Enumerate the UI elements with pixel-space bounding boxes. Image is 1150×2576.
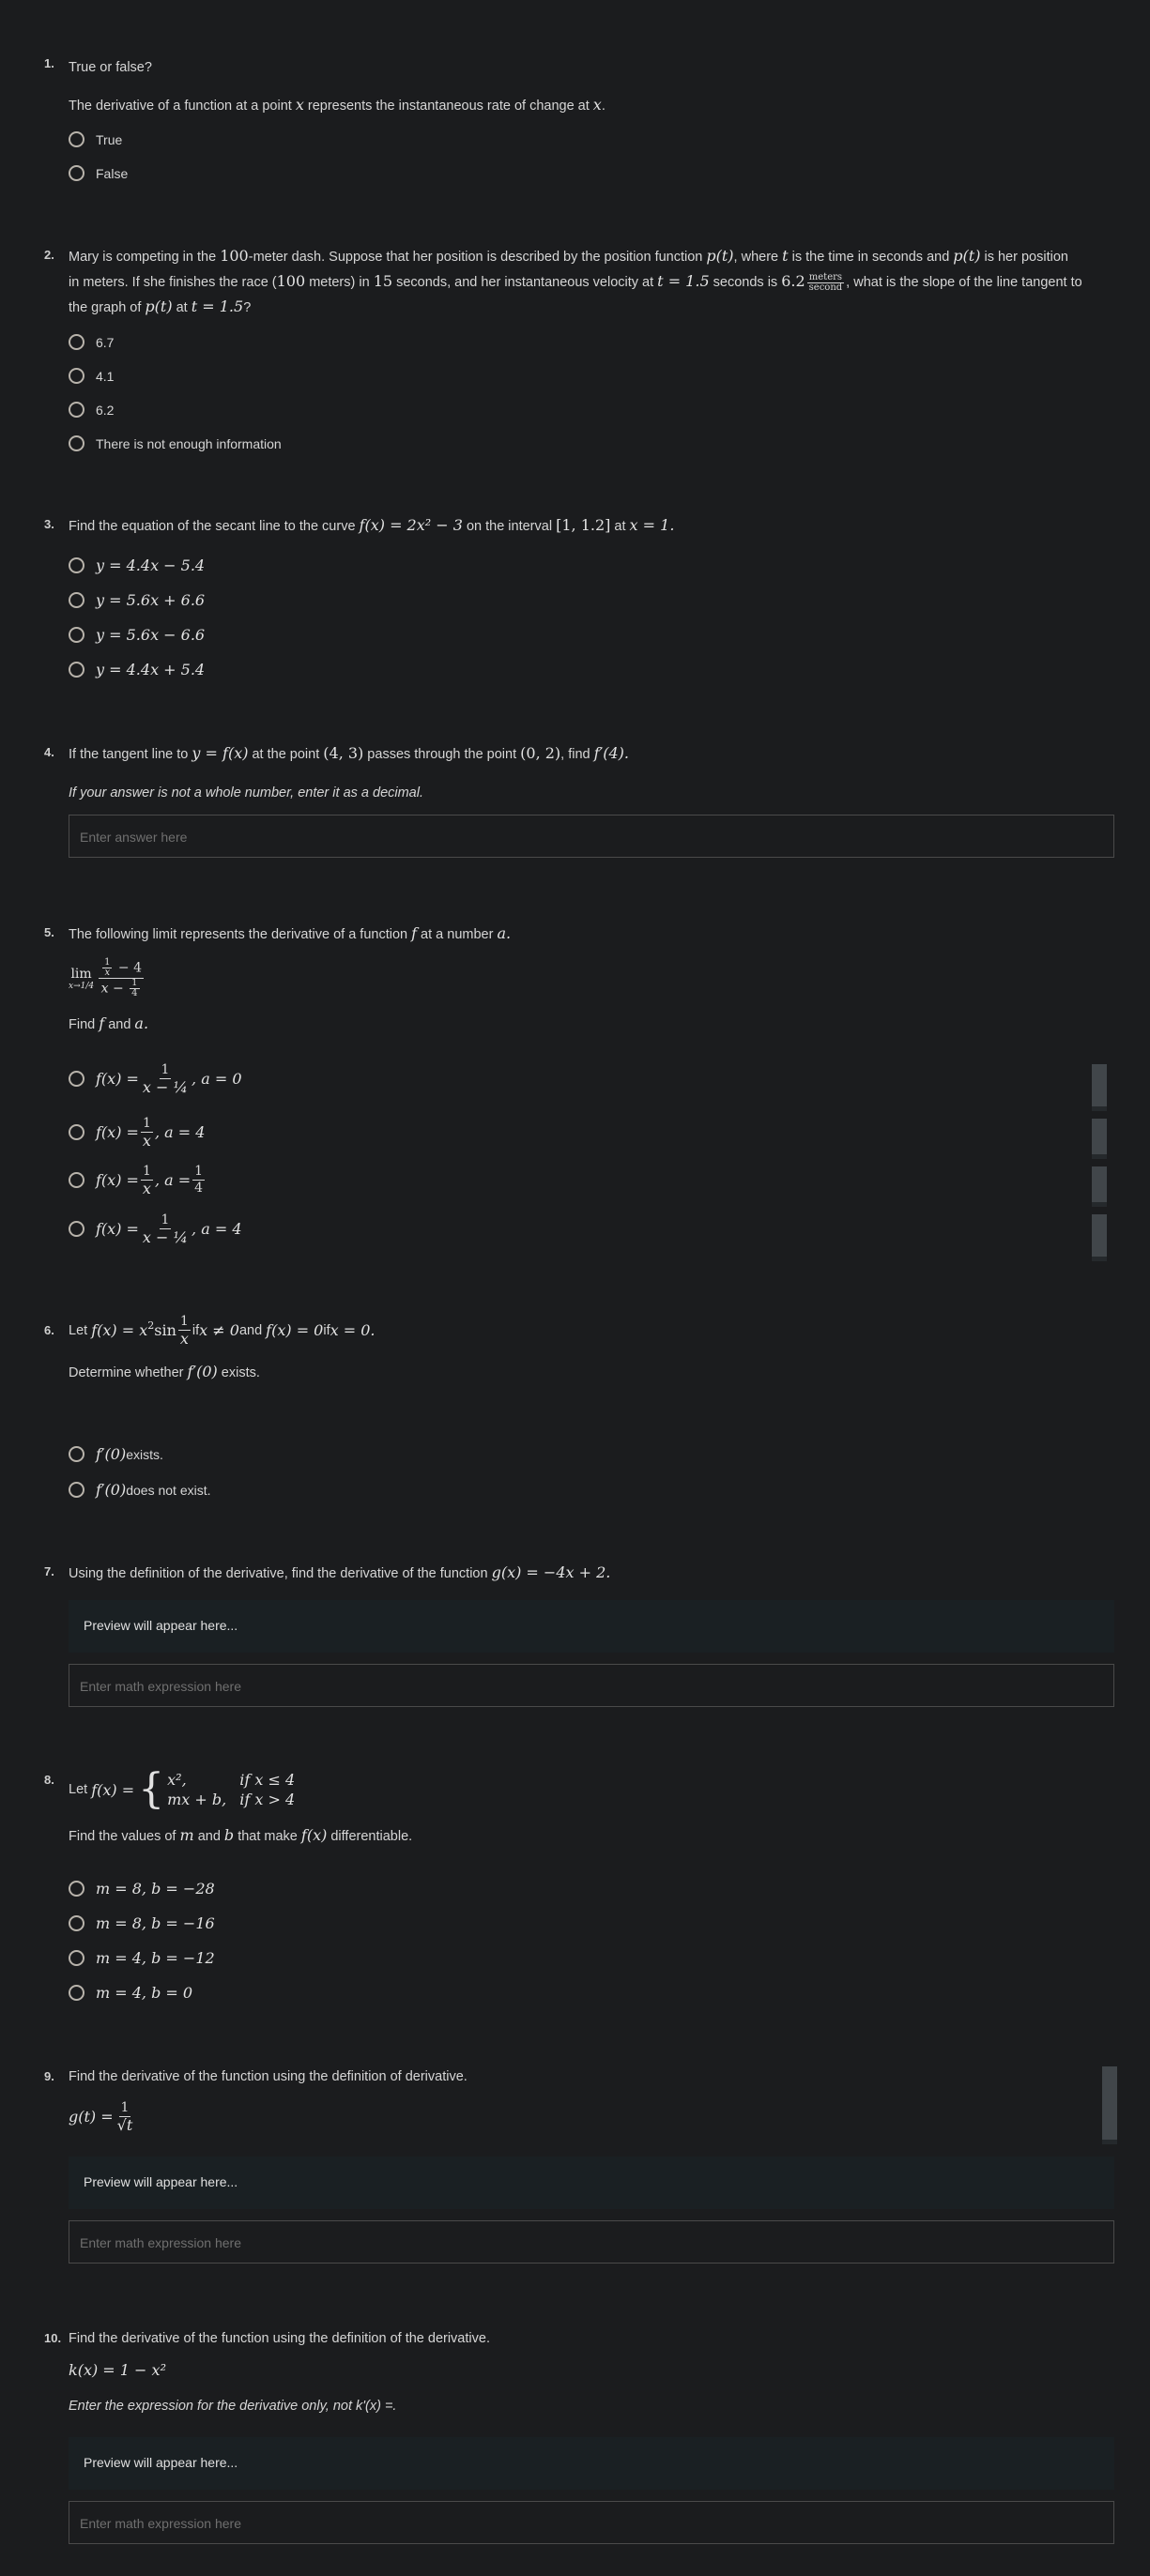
scrollbar-thumb[interactable] — [1102, 2066, 1117, 2144]
option[interactable] — [69, 1984, 192, 2002]
text: x − — [100, 981, 129, 997]
text: seconds is — [709, 275, 782, 290]
math: 100 — [276, 272, 306, 290]
text: The following limit represents the derivative of a function — [69, 927, 412, 942]
case-condition: if x > 4 — [239, 1791, 296, 1808]
option[interactable] — [69, 368, 114, 384]
math: f(x) = 0 — [266, 1321, 324, 1339]
text: Find the equation of the secant line to the curve — [69, 519, 360, 534]
case-expression: mx + b, — [167, 1791, 227, 1808]
text: If the tangent line to — [69, 747, 192, 762]
denominator: x — [104, 968, 111, 978]
denominator: 4 — [131, 988, 138, 998]
find-text — [69, 1012, 1114, 1037]
option[interactable] — [69, 1914, 215, 1932]
math: (4, 3) — [323, 744, 364, 762]
text: at a number — [417, 927, 498, 942]
math: [1, 1.2] — [556, 516, 611, 534]
question-number: 6. — [44, 1323, 54, 1337]
text: and — [238, 1322, 263, 1338]
radio-icon[interactable] — [69, 1172, 84, 1188]
text: if — [323, 1322, 330, 1338]
question-10 — [44, 2327, 1114, 2531]
determine-text — [69, 1360, 1114, 1385]
question-8 — [44, 1765, 1114, 2002]
numerator: 1 — [161, 1062, 170, 1077]
math: y = f(x) — [192, 744, 249, 762]
question-6 — [44, 1314, 1114, 1499]
math: a. — [134, 1014, 149, 1032]
math: x = 1. — [629, 516, 675, 534]
question-number: 4. — [44, 745, 54, 759]
scrollbar-thumb[interactable] — [1092, 1119, 1107, 1159]
question-text: Find the derivative of the function using the definition of the derivative. — [69, 2331, 490, 2346]
option[interactable] — [69, 661, 205, 678]
option[interactable] — [69, 626, 205, 644]
question-1 — [44, 56, 1114, 181]
math: , a = 4 — [154, 1123, 206, 1141]
math-preview: Preview will appear here... — [69, 2437, 1114, 2490]
math: a. — [497, 924, 512, 942]
option[interactable] — [69, 1949, 215, 1967]
fraction — [141, 1116, 153, 1149]
text: and — [193, 1829, 224, 1844]
text: Using the definition of the derivative, find the derivative of the function — [69, 1566, 492, 1581]
math: 100 — [220, 247, 249, 265]
denominator: x − ¼ — [142, 1078, 189, 1096]
function-expression: k(x) = 1 − x² — [69, 2361, 166, 2379]
radio-icon[interactable] — [69, 1950, 84, 1966]
question-number: 7. — [44, 1564, 54, 1578]
numerator: 1 — [104, 957, 111, 968]
fraction — [178, 1314, 191, 1347]
hint-text: If your answer is not a whole number, enter it as a decimal. — [69, 785, 423, 800]
radio-icon[interactable] — [69, 662, 84, 678]
math: sin — [154, 1321, 176, 1339]
numerator: 1 — [194, 1164, 204, 1179]
question-text — [69, 244, 1114, 320]
question-text — [69, 922, 1114, 947]
math: f(x) = — [96, 1220, 139, 1238]
math: , a = — [154, 1171, 192, 1189]
text: exists. — [217, 1365, 260, 1380]
radio-icon[interactable] — [69, 627, 84, 643]
text: ? — [243, 300, 252, 315]
numerator — [99, 958, 144, 979]
text: at — [610, 519, 630, 534]
math: f(x) = — [96, 1070, 139, 1088]
numerator: 1 — [131, 978, 138, 988]
radio-icon[interactable] — [69, 1221, 84, 1237]
question-text: Find the derivative of the function using the definition of derivative. — [69, 2069, 468, 2084]
question-number: 8. — [44, 1773, 54, 1787]
answer-input[interactable]: Enter answer here — [69, 815, 1114, 858]
radio-icon[interactable] — [69, 1071, 84, 1087]
math: t — [782, 247, 789, 265]
radio-icon[interactable] — [69, 334, 84, 350]
option-true[interactable] — [69, 131, 122, 147]
fraction — [141, 1212, 190, 1245]
scrollbar-thumb[interactable] — [1092, 1214, 1107, 1261]
text: seconds, and her instantaneous velocity at — [392, 275, 658, 290]
numerator: meters — [808, 271, 843, 282]
math: f — [99, 1014, 105, 1032]
fraction — [141, 1164, 153, 1197]
option[interactable] — [69, 1212, 242, 1245]
radio-icon[interactable] — [69, 435, 84, 451]
text: The derivative of a function at a point — [69, 99, 296, 114]
option-label: m = 8, b = −16 — [96, 1914, 215, 1932]
radio-icon[interactable] — [69, 368, 84, 384]
case-expression: x², — [167, 1771, 187, 1789]
math: f(x) = x — [91, 1321, 148, 1339]
text: Mary is competing in the — [69, 250, 221, 265]
math: f′(0) — [96, 1445, 127, 1463]
scrollbar-thumb[interactable] — [1092, 1166, 1107, 1207]
option-label: m = 8, b = −28 — [96, 1880, 215, 1898]
question-statement — [69, 93, 1114, 118]
function-expression — [69, 2100, 1114, 2133]
math: f(x) = 2x² − 3 — [359, 516, 463, 534]
math: f(x) — [300, 1826, 328, 1844]
option[interactable] — [69, 1116, 205, 1149]
denominator: second — [808, 282, 843, 293]
fraction — [192, 1164, 205, 1197]
math-preview: Preview will appear here... — [69, 2157, 1114, 2209]
text: passes through the point — [363, 747, 521, 762]
option[interactable] — [69, 591, 205, 609]
text: at the point — [248, 747, 324, 762]
text: if — [192, 1322, 200, 1338]
math: p(t) — [706, 247, 734, 265]
text: Let — [69, 1782, 88, 1797]
option-label: m = 4, b = 0 — [96, 1984, 193, 2002]
text: -meter dash. Suppose that her position is described by the position function — [248, 250, 707, 265]
math: g(x) = −4x + 2. — [491, 1563, 611, 1581]
math: g(t) = — [69, 2108, 114, 2126]
radio-icon[interactable] — [69, 1124, 84, 1140]
scrollbar-thumb[interactable] — [1092, 1064, 1107, 1111]
option-false[interactable] — [69, 165, 128, 181]
option-label: y = 5.6x + 6.6 — [96, 591, 206, 609]
limit-operator — [69, 967, 94, 991]
option[interactable] — [69, 435, 282, 451]
text: at — [172, 300, 192, 315]
math: x — [295, 96, 304, 114]
option[interactable] — [69, 1164, 207, 1197]
question-text — [45, 1314, 1114, 1347]
fraction — [141, 1062, 190, 1095]
text: on the interval — [462, 519, 557, 534]
math: f(x) = — [96, 1123, 139, 1141]
option-label: True — [96, 131, 123, 147]
question-9 — [44, 2065, 1114, 2250]
math: (0, 2) — [520, 744, 561, 762]
hint-text: Enter the expression for the derivative only, not k'(x) =. — [69, 2399, 397, 2414]
math: , a = 4 — [192, 1220, 242, 1238]
find-text — [69, 1823, 1114, 1849]
piecewise-cases — [167, 1771, 295, 1808]
denominator: √t — [116, 2116, 133, 2134]
math: p(t) — [953, 247, 981, 265]
fraction — [115, 2100, 135, 2133]
text: , what is the slope of the line tangent to — [846, 275, 1082, 290]
brace: { — [138, 1765, 165, 1813]
option[interactable] — [69, 334, 114, 350]
numerator: 1 — [161, 1212, 170, 1227]
question-text — [69, 513, 1114, 539]
math: t = 1.5 — [191, 297, 244, 315]
math: f′(4). — [593, 744, 629, 762]
text: Let — [69, 1322, 88, 1338]
option[interactable] — [69, 1062, 242, 1095]
radio-icon[interactable] — [69, 557, 84, 573]
question-number: 5. — [44, 925, 54, 939]
text: in meters. If she finishes the race ( — [69, 275, 277, 290]
math: 15 — [373, 272, 393, 290]
text: Find — [69, 1017, 100, 1032]
math-preview: Preview will appear here... — [69, 1600, 1114, 1653]
option-label: 6.2 — [96, 402, 115, 418]
numerator: 1 — [179, 1314, 189, 1329]
denominator: 4 — [194, 1181, 204, 1196]
radio-icon[interactable] — [69, 402, 84, 418]
question-title: True or false? — [69, 60, 152, 75]
denominator: x − ¼ — [142, 1228, 189, 1246]
math: x — [592, 96, 602, 114]
option-label: exists. — [126, 1446, 163, 1462]
text: the graph of — [69, 300, 146, 315]
radio-icon[interactable] — [69, 1985, 84, 2001]
option-label: y = 4.4x − 5.4 — [96, 556, 206, 574]
math: m — [179, 1826, 194, 1844]
question-text — [69, 1765, 1114, 1813]
text: meters) in — [305, 275, 374, 290]
math: 6.2 — [781, 272, 805, 290]
option[interactable] — [69, 1445, 163, 1463]
denominator — [100, 979, 144, 998]
question-3 — [44, 513, 1114, 678]
question-text — [69, 1561, 1114, 1586]
radio-icon[interactable] — [69, 165, 84, 181]
denominator: x — [142, 1132, 151, 1150]
numerator: 1 — [142, 1164, 151, 1179]
math: p(t) — [145, 297, 173, 315]
option-label: There is not enough information — [96, 435, 282, 451]
text: − 4 — [114, 960, 143, 976]
exponent: 2 — [147, 1319, 155, 1332]
math: f′(0) — [96, 1481, 127, 1499]
math: f(x) = — [91, 1780, 135, 1799]
text: . — [601, 99, 606, 114]
math: b — [223, 1826, 235, 1844]
option-label: 4.1 — [96, 368, 115, 384]
text: , find — [560, 747, 594, 762]
denominator: x — [179, 1330, 189, 1348]
math-input[interactable]: Enter math expression here — [69, 1664, 1114, 1707]
option-label: False — [96, 165, 129, 181]
option-label: 6.7 — [96, 334, 115, 350]
question-2 — [44, 244, 1114, 451]
question-number: 9. — [44, 2069, 54, 2083]
case-condition: if x ≤ 4 — [239, 1771, 296, 1789]
question-number: 3. — [44, 517, 54, 531]
question-4 — [44, 741, 1114, 845]
math: x ≠ 0 — [199, 1321, 239, 1339]
math: x = 0. — [330, 1321, 376, 1339]
math: f′(0) — [187, 1363, 218, 1380]
text: is her position — [980, 250, 1068, 265]
math-input[interactable]: Enter math expression here — [69, 2220, 1114, 2264]
fraction — [130, 979, 139, 998]
limit-fraction — [99, 958, 144, 998]
question-number: 10. — [44, 2331, 62, 2345]
question-5 — [44, 922, 1114, 1246]
denominator: x — [142, 1180, 151, 1197]
radio-icon[interactable] — [69, 1482, 84, 1498]
option[interactable] — [69, 556, 205, 574]
question-number: 2. — [44, 248, 54, 262]
lim: lim — [70, 966, 92, 982]
radio-icon[interactable] — [69, 131, 84, 147]
question-number: 1. — [44, 56, 54, 70]
radio-icon[interactable] — [69, 1446, 84, 1462]
text: that make — [234, 1829, 301, 1844]
text: is the time in seconds and — [788, 250, 954, 265]
numerator: 1 — [142, 1116, 151, 1131]
text: Determine whether — [69, 1365, 188, 1380]
option-label: does not exist. — [126, 1482, 211, 1498]
text: Find the values of — [69, 1829, 180, 1844]
math: , a = 0 — [192, 1070, 242, 1088]
option[interactable] — [69, 402, 114, 418]
option-label: m = 4, b = −12 — [96, 1949, 215, 1967]
math: t = 1.5 — [657, 272, 710, 290]
text: differentiable. — [327, 1829, 413, 1844]
option-label: y = 4.4x + 5.4 — [96, 661, 206, 678]
math: f(x) = — [96, 1171, 139, 1189]
question-text — [69, 741, 1114, 767]
text: , where — [733, 250, 783, 265]
question-7 — [44, 1561, 1114, 1694]
option[interactable] — [69, 1481, 211, 1499]
math-input[interactable]: Enter math expression here — [69, 2501, 1114, 2544]
unit-fraction — [807, 273, 845, 293]
radio-icon[interactable] — [69, 1915, 84, 1931]
option-label: y = 5.6x − 6.6 — [96, 626, 206, 644]
numerator: 1 — [120, 2100, 130, 2115]
math: f — [411, 924, 418, 942]
radio-icon[interactable] — [69, 1881, 84, 1897]
radio-icon[interactable] — [69, 592, 84, 608]
text: and — [104, 1017, 135, 1032]
fraction — [102, 958, 112, 978]
lim-subscript: x→1/4 — [69, 981, 95, 991]
text: represents the instantaneous rate of change at — [303, 99, 593, 114]
option[interactable] — [69, 1880, 215, 1898]
limit-expression — [69, 958, 1114, 998]
